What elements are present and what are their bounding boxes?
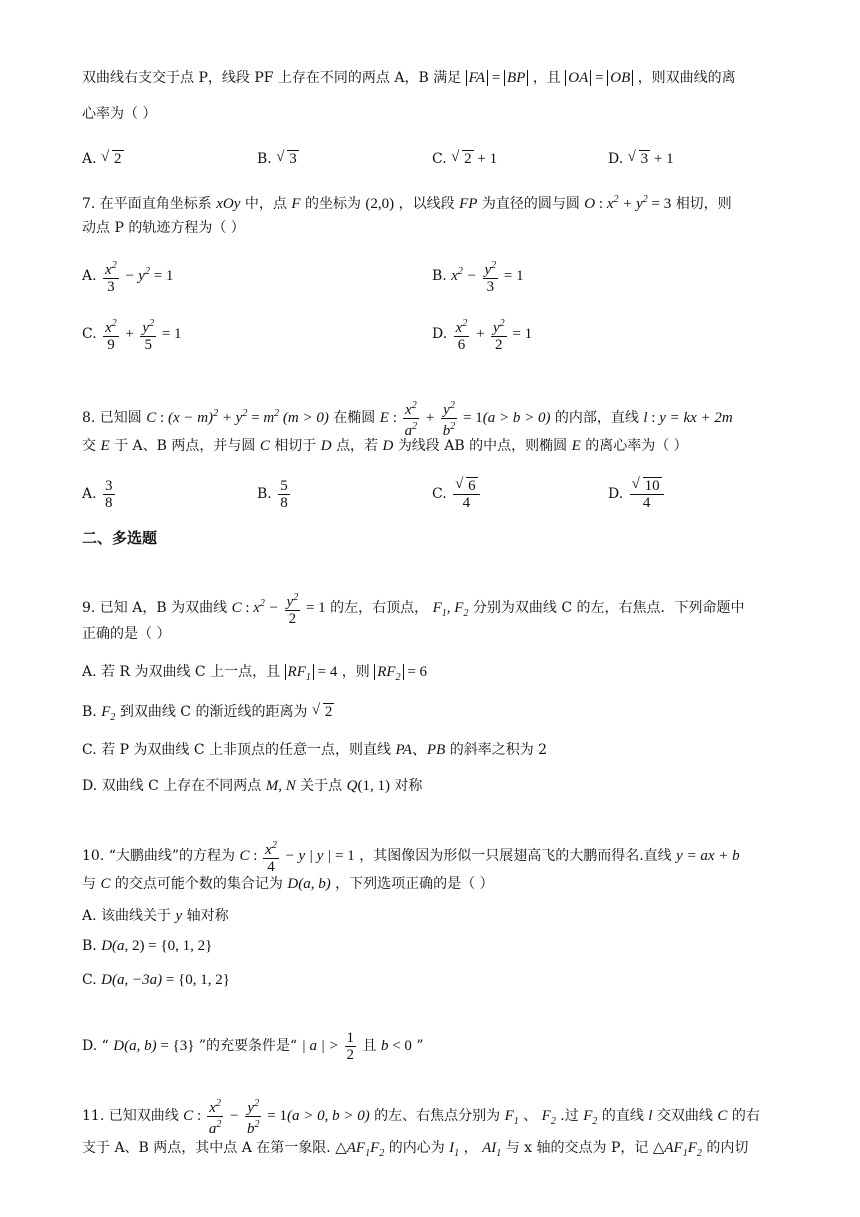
q8-option-b: B. $\frac{5}{8}$ (257, 478, 288, 511)
formula-fa-eq-bp: FA = BP (466, 70, 529, 86)
q11-line2: 支于 A、B 两点，其中点 A 在第一象限. $\triangle AF_1F_2$ 的内心为 $I_1$ ， $AI_1$ 与 x 轴的交点为 P，记 $\triangle AF_1F_2$ 的内切 (82, 1140, 749, 1159)
q9-option-c: C. 若 P 为双曲线 C 上非顶点的任意一点，则直线 PA、PB 的斜率之积为 2 (82, 742, 548, 758)
q10-line1: 10. “大鹏曲线”的方程为 C : $\frac{x^2}{4}$ − y | y | = 1 ，其图像因为形似一只展翅高飞的大鹏而得名.直线 y = ax + b (82, 840, 740, 875)
q8-option-a: A. $\frac{3}{8}$ (82, 478, 113, 511)
q8-option-d: D. √ $\frac{10}{4}$ (608, 478, 666, 511)
section-heading: 二、多选题 (82, 529, 158, 547)
q7-line2: 动点 P 的轨迹方程为（ ） (82, 220, 245, 236)
q6-line2: 心率为（ ） (82, 106, 157, 122)
q9-line1: 9. 已知 A，B 为双曲线 C : $x^2$ − $\frac{y^2}{2}$ = 1 的左，右顶点， $F_1$, $F_2$ 分别为双曲线 C 的左，右焦点．下列命题中 (82, 592, 745, 627)
q10-option-b: B. D(a, 2) = {0, 1, 2} (82, 938, 213, 954)
q9-line2: 正确的是（ ） (82, 626, 171, 642)
q7-line1: 7. 在平面直角坐标系 xOy 中，点 F 的坐标为 (2,0) ，以线段 FP 为直径的圆与圆 O : $x^2 + y^2 = 3$ 相切，则 (82, 194, 732, 212)
q6-option-c: C. √ 2 + 1 (432, 148, 497, 170)
q9-option-b: B. $F_2$ 到双曲线 C 的渐近线的距离为 √ 2 (82, 702, 800, 728)
q9-option-a: A. 若 R 为双曲线 C 上一点，且 $RF_1 = 4$ ，则 $RF_2 = 6$ (82, 664, 428, 683)
q10-option-c: C. D(a, −3a) = {0, 1, 2} (82, 972, 230, 988)
q6-option-d: D. √ 3 + 1 (608, 148, 674, 170)
q7-option-c: C. $\frac{x^2}{9}$ + $\frac{y^2}{5}$ = 1 (82, 318, 182, 353)
q7-option-a: A. $\frac{x^2}{3}$ − $y^2 = 1$ (82, 260, 174, 295)
q10-option-a: A. 该曲线关于 y 轴对称 (82, 908, 229, 924)
q6-option-a: A. √ 2 (82, 148, 124, 170)
q7-option-b: B. $x^2$ − $\frac{y^2}{3}$ = 1 (432, 260, 524, 295)
formula-oa-eq-ob: OA = OB (565, 70, 633, 86)
q6-line1: 双曲线右支交于点 P，线段 PF 上存在不同的两点 A，B 满足 FA = BP ，且 OA = OB ，则双曲线的离 (82, 70, 736, 86)
q8-line2: 交 E 于 A、B 两点，并与圆 C 相切于 D 点，若 D 为线段 AB 的中点，则椭圆 E 的离心率为（ ） (82, 438, 688, 454)
q9-option-d: D. 双曲线 C 上存在不同两点 M, N 关于点 Q(1, 1) 对称 (82, 778, 423, 794)
q11-line1: 11. 已知双曲线 C : $\frac{x^2}{a^2}$ − $\frac{y^2}{b^2}$ = 1(a > 0, b > 0) 的左、右焦点分别为 $F_1$ 、 $F_2$ .过 $F_2$ 的直线 l 交双曲线 C 的右 (82, 1098, 760, 1137)
q10-option-d: D. “ D(a, b) = {3} ”的充要条件是“ | a | > $\frac{1}{2}$ 且 b < 0 ” (82, 1030, 424, 1063)
q8-line1: 8. 已知圆 C : $(x - m)^2 + y^2 = m^2$ (m > 0) 在椭圆 E : $\frac{x^2}{a^2}$ + $\frac{y^2}{b^2}$ = 1(a > b > 0) 的内部，直线 l : y = kx + 2m (82, 400, 733, 439)
q10-line2: 与 C 的交点可能个数的集合记为 D(a, b) ，下列选项正确的是（ ） (82, 876, 494, 892)
q6-option-b: B. √ 3 (257, 148, 299, 170)
q8-option-c: C. √ $\frac{6}{4}$ (432, 478, 482, 511)
q7-option-d: D. $\frac{x^2}{6}$ + $\frac{y^2}{2}$ = 1 (432, 318, 533, 353)
